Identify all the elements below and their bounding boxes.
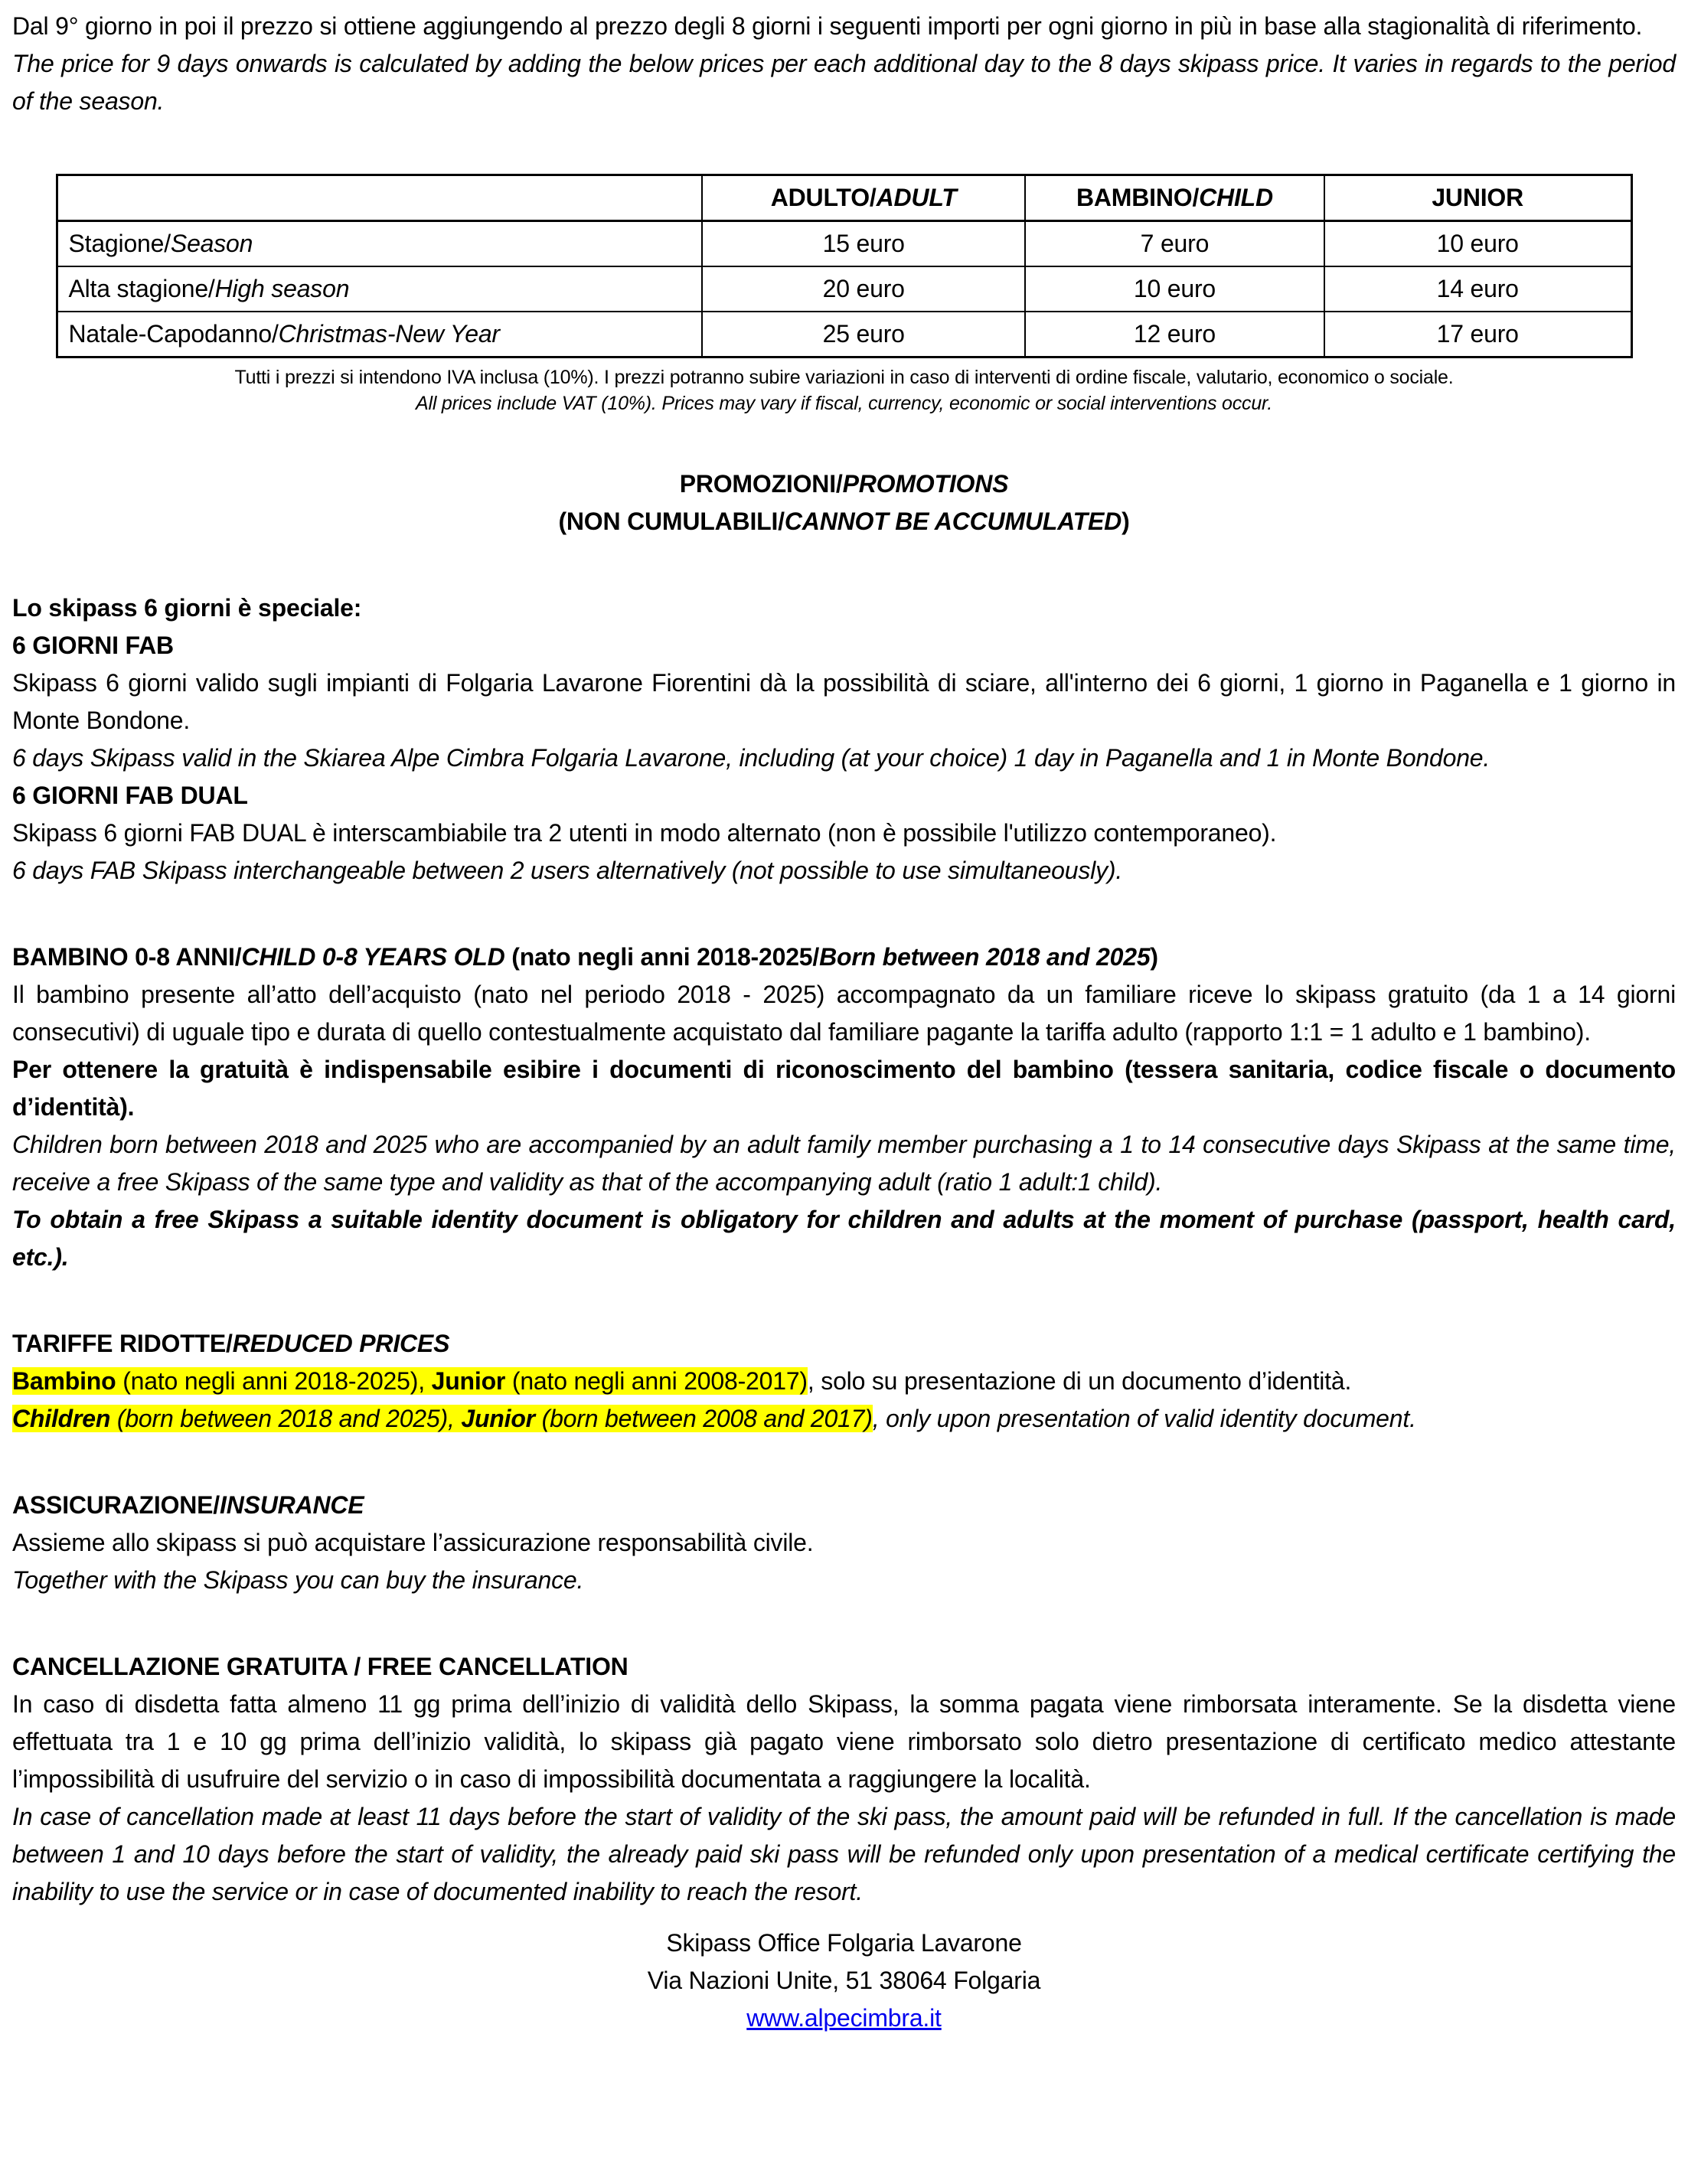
cancellation-paragraph-en: In case of cancellation made at least 11 days before the start of validity of the ski pass, the amount paid will be refunded in full. If the cancellation is made between 1 and 10 days before the start of validity, the already paid ski pass will be refunded only upon presentation of a medical certificate certifying the inability to use the service or in case of documented inability to reach the resort. [12,1803,1676,1905]
promotions-title-it: PROMOZIONI/ [679,470,843,498]
promotions-subtitle-close: ) [1122,508,1130,535]
table-row-christmas [57,312,1631,357]
price-table-header-row [57,175,1631,221]
child-paragraph-it: Il bambino presente all’atto dell’acquisto (nato nel periodo 2018 - 2025) accompagnato da un familiare riceve lo skipass gratuito (da 1 a 14 giorni consecutivi) di uguale tipo e durata di quello contestualmente acquistato dal familiare pagante la tariffa adulto (rapporto 1:1 = 1 adulto e 1 bambino). [12,981,1676,1046]
reduced-prices-condition-en: , only upon presentation of valid identity document. [872,1405,1416,1432]
children-years: (born between 2018 and 2025), [110,1405,462,1432]
insurance-paragraph-it: Assieme allo skipass si può acquistare l’assicurazione responsabilità civile. [12,1529,814,1556]
promotions-title [12,465,1676,503]
price-cell-season-child: 7 euro [1025,221,1324,267]
row-label-season [57,221,702,267]
price-cell-high-junior: 14 euro [1324,266,1631,312]
price-cell-christmas-junior: 17 euro [1324,312,1631,357]
price-cell-high-adult: 20 euro [702,266,1025,312]
intro-paragraph-it: Dal 9° giorno in poi il prezzo si ottiene aggiungendo al prezzo degli 8 giorni i seguenti importi per ogni giorno in più in base alla stagionalità di riferimento. [12,12,1643,40]
spacer [12,120,1676,174]
insurance-paragraph-en: Together with the Skipass you can buy the insurance. [12,1566,584,1594]
junior-years-en: (born between 2008 and 2017) [534,1405,873,1432]
price-cell-christmas-child: 12 euro [1025,312,1324,357]
column-header-adult-en: ADULT [876,184,957,211]
child-heading-born-en: Born between 2018 and 2025 [819,943,1151,971]
table-row-season [57,221,1631,267]
column-header-child-it: BAMBINO/ [1076,184,1200,211]
intro-paragraph-en: The price for 9 days onwards is calculated by adding the below prices per each additional day to the 8 days skipass price. It varies in regards to the period of the season. [12,50,1676,115]
highlighted-text-en [12,1405,873,1432]
spacer [12,1438,1676,1487]
child-requirement-it: Per ottenere la gratuità è indispensabile esibire i documenti di riconoscimento del bambino (tessera sanitaria, codice fiscale o documento d’identità). [12,1056,1676,1121]
reduced-prices-heading-en: REDUCED PRICES [232,1330,450,1357]
column-header-adult-it: ADULTO/ [770,184,877,211]
promotions-subtitle-open: (NON CUMULABILI/ [558,508,785,535]
child-section-heading [12,939,1676,976]
footer-address-line: Via Nazioni Unite, 51 38064 Folgaria [647,1967,1041,1994]
child-paragraph-en: Children born between 2018 and 2025 who are accompanied by an adult family member purchasing a 1 to 14 consecutive days Skipass at the same time, receive a free Skipass of the same type and validity as that of the accompanying adult (ratio 1 adult:1 child). [12,1131,1676,1196]
children-label: Children [12,1405,111,1432]
table-row-high-season [57,266,1631,312]
fab-heading: 6 GIORNI FAB [12,632,174,659]
reduced-prices-heading [12,1325,1676,1363]
junior-label: Junior [431,1367,506,1395]
fab-dual-heading: 6 GIORNI FAB DUAL [12,782,248,809]
cancellation-heading: CANCELLAZIONE GRATUITA / FREE CANCELLATION [12,1653,629,1680]
promotions-subtitle [12,503,1676,540]
bambino-years: (nato negli anni 2018-2025), [116,1367,432,1395]
fab-dual-paragraph-en: 6 days FAB Skipass interchangeable between 2 users alternatively (not possible to use simultaneously). [12,857,1123,884]
child-heading-en: CHILD 0-8 YEARS OLD [241,943,505,971]
fab-dual-paragraph-it: Skipass 6 giorni FAB DUAL è interscambiabile tra 2 utenti in modo alternato (non è possibile l'utilizzo contemporaneo). [12,819,1277,847]
bambino-label: Bambino [12,1367,116,1395]
child-requirement-en: To obtain a free Skipass a suitable identity document is obligatory for children and adults at the moment of purchase (passport, health card, etc.). [12,1206,1676,1271]
vat-note-en: All prices include VAT (10%). Prices may vary if fiscal, currency, economic or social interventions occur. [415,393,1272,414]
row-label-it: Natale-Capodanno/ [68,320,279,348]
insurance-heading-en: INSURANCE [220,1491,364,1519]
row-label-en: Season [170,230,253,257]
column-header-junior: JUNIOR [1324,175,1631,221]
spacer [12,1599,1676,1648]
insurance-heading [12,1487,1676,1524]
fab-paragraph-en: 6 days Skipass valid in the Skiarea Alpe Cimbra Folgaria Lavarone, including (at your choice) 1 day in Paganella and 1 in Monte Bondone. [12,744,1490,772]
child-heading-born-it: (nato negli anni 2018-2025/ [504,943,820,971]
row-label-en: High season [214,275,350,302]
spacer [12,890,1676,939]
promotions-subtitle-en: CANNOT BE ACCUMULATED [784,508,1122,535]
fab-intro-heading: Lo skipass 6 giorni è speciale: [12,594,362,622]
footer-link-line [12,2000,1676,2037]
promotions-title-en: PROMOTIONS [842,470,1009,498]
spacer [12,416,1676,465]
reduced-prices-line-it [12,1363,1676,1400]
spacer [12,1276,1676,1325]
price-cell-christmas-adult: 25 euro [702,312,1025,357]
vat-note-it: Tutti i prezzi si intendono IVA inclusa (10%). I prezzi potranno subire variazioni in caso di interventi di ordine fiscale, valutario, economico o sociale. [234,367,1454,388]
column-header-adult [702,175,1025,221]
child-heading-it: BAMBINO 0-8 ANNI/ [12,943,242,971]
website-link[interactable]: www.alpecimbra.it [746,2004,942,2032]
junior-years: (nato negli anni 2008-2017) [505,1367,808,1395]
footer [12,1924,1676,2037]
column-header-child-en: CHILD [1199,184,1273,211]
child-heading-close: ) [1150,943,1158,971]
price-table [56,174,1633,358]
reduced-prices-heading-it: TARIFFE RIDOTTE/ [12,1330,233,1357]
price-cell-season-junior: 10 euro [1324,221,1631,267]
reduced-prices-condition-it: , solo su presentazione di un documento d’identità. [807,1367,1352,1395]
row-label-christmas [57,312,702,357]
highlighted-text-it [12,1367,808,1395]
footer-office-line: Skipass Office Folgaria Lavarone [666,1929,1022,1957]
column-header-child [1025,175,1324,221]
spacer [12,540,1676,589]
cancellation-paragraph-it: In caso di disdetta fatta almeno 11 gg prima dell’inizio di validità dello Skipass, la somma pagata viene rimborsata interamente. Se la disdetta viene effettuata tra 1 e 10 gg prima dell’inizio validità, lo skipass già pagato viene rimborsato solo dietro presentazione di certificato medico attestante l’impossibilità di usufruire del servizio o in caso di impossibilità documentata a raggiungere la località. [12,1690,1676,1793]
reduced-prices-line-en [12,1400,1676,1438]
column-header-empty [57,175,702,221]
price-cell-high-child: 10 euro [1025,266,1324,312]
row-label-en: Christmas-New Year [278,320,500,348]
row-label-it: Stagione/ [68,230,171,257]
row-label-it: Alta stagione/ [68,275,215,302]
price-cell-season-adult: 15 euro [702,221,1025,267]
fab-paragraph-it: Skipass 6 giorni valido sugli impianti di Folgaria Lavarone Fiorentini dà la possibilità di sciare, all'interno dei 6 giorni, 1 giorno in Paganella e 1 giorno in Monte Bondone. [12,669,1676,734]
junior-label-en: Junior [461,1405,535,1432]
spacer [12,358,1676,364]
row-label-high-season [57,266,702,312]
insurance-heading-it: ASSICURAZIONE/ [12,1491,220,1519]
